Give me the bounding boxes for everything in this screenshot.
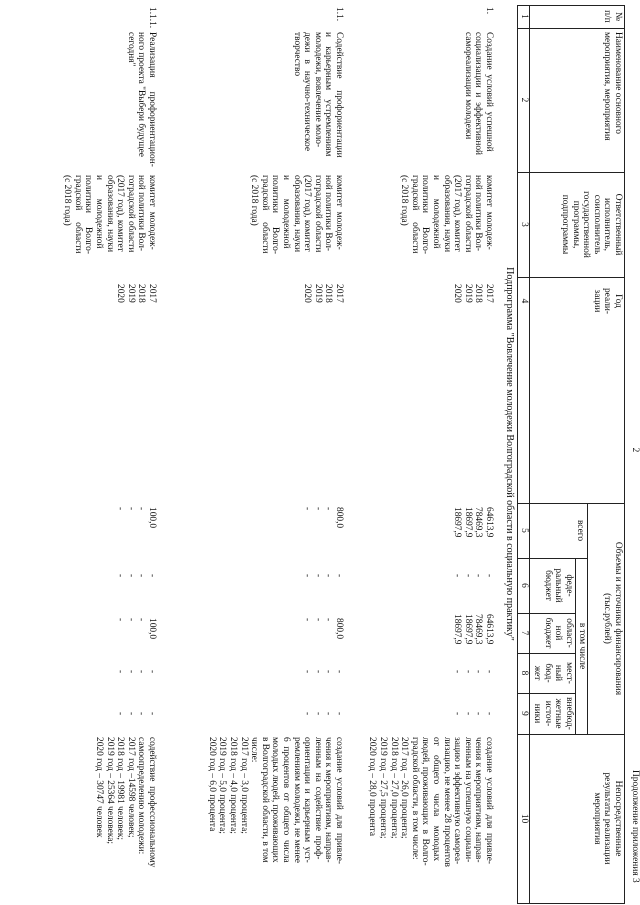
header-name: Наименование основного мероприятия, мероприятия xyxy=(602,32,623,141)
row-regional: 64613,9 78469,3 18697,9 18697,9 xyxy=(452,614,494,645)
row-local: - - - - xyxy=(115,670,157,674)
row-years: 2017 2018 2019 2020 xyxy=(115,284,157,303)
row-regional: 800,0 - - - xyxy=(302,618,344,640)
row-local: - - - - xyxy=(452,670,494,674)
row-years: 2017 2018 2019 2020 xyxy=(452,284,494,303)
row-extra: - - - - xyxy=(302,712,344,716)
row-regional: 100,0 - - - xyxy=(115,618,157,640)
row-num: 1.1.1. xyxy=(147,7,157,29)
col-number: 2 xyxy=(519,97,529,103)
table-top-border xyxy=(624,5,625,903)
header-result: Непосредственные результаты реализации мероприятия xyxy=(591,772,623,865)
header-bottom-border xyxy=(529,5,530,903)
subprogram-title: Подпрограмма "Вовлечение молодежи Волгоградской области в социальную практику" xyxy=(504,267,515,641)
row-federal: - - - - xyxy=(115,574,157,578)
header-finance: Объемы и источники финансирования (тыс.рублей) xyxy=(602,541,623,696)
row-result: создание условий для привле- чения к мероприятиям, направ- ленным на успешную социали- зацию и эффективную самореа- лизацию, не менее 28 процентов от общего числа молодых людей, проживающих в Волго- градской области, в том числе: 2017 год – 26,0 процента; 2018 год – 27,0 процента; 2019 год – 27,5 процента; 2020 год – 28,0 процента xyxy=(367,737,494,867)
row-federal: - - - - xyxy=(452,574,494,578)
header-local: мест- ный бюд- жет xyxy=(532,662,574,684)
row-total: 100,0 - - - xyxy=(115,507,157,529)
row-name: Создание условий успешной социализации и эффективной самореализации молодежи xyxy=(462,32,494,156)
col-number: 4 xyxy=(519,298,529,304)
row-responsible: комитет молодеж- ной политики Вол- гоградской области (2017 год), комитет образования, науки и молодежной политики Волго- градской области (с 2018 года) xyxy=(62,175,157,254)
row-extra: - - - - xyxy=(115,712,157,716)
header-federal: феде- ральный бюджет xyxy=(542,568,574,603)
header-regional: област- ной бюджет xyxy=(542,617,574,649)
header-year: Год реали- зации xyxy=(591,287,623,315)
finance-header-separator xyxy=(587,503,588,734)
header-total: всего xyxy=(575,519,585,542)
row-num: 1. xyxy=(484,7,494,15)
col-divider-1 xyxy=(517,28,625,29)
col-number: 7 xyxy=(519,630,529,636)
col-number: 6 xyxy=(519,583,529,588)
header-num: № п/п xyxy=(602,10,623,23)
row-years: 2017 2018 2019 2020 xyxy=(302,284,344,303)
row-total: 800,0 - - - xyxy=(302,507,344,529)
row-federal: - - - - xyxy=(302,574,344,578)
row-extra: - - - - xyxy=(452,712,494,716)
page-number: 2 xyxy=(630,447,640,453)
header-responsible: Ответственный исполнитель, соисполнитель государственной программы, подпрограммы xyxy=(560,191,623,258)
row-name: Содействие профориентации и карьерным устремлениям молодежи, вовлечение моло- дежи в научно-техническое творчество xyxy=(291,32,344,158)
row-result: содействие профессиональному самоопределению молодежи: 2017 год –14598 человек; 2018 год – 19981 человек; 2019 год – 25364 человека; 2020 год – 30747 человек xyxy=(94,737,157,868)
col-number: 3 xyxy=(519,222,529,227)
table-right-border xyxy=(517,903,625,904)
row-responsible: комитет молодеж- ной политики Вол- гоградской области (2017 год), комитет образования, науки и молодежной политики Волго- градской области (с 2018 года) xyxy=(249,175,344,254)
col-number: 1 xyxy=(519,14,529,19)
row-result: создание условий для привле- чения к мероприятиям, направ- ленным на содействие проф- ориентации и карьерным уст- ремлениям молодежи, не менее 6 процентов от общего числа молодых людей, проживающих в Волгоградской области, в том числе: 2017 год – 3,0 процента; 2018 год – 4,0 процента; 2019 год – 5,0 процента; 2020 год – 6,0 процента xyxy=(206,737,344,864)
row-name: Реализация профориентацион- ного проекта "Выбери будущее сегодня" xyxy=(125,32,157,167)
continuation-note: Продолжение приложения 3 xyxy=(630,770,640,883)
header-extra-budget: внебюд- жетные источ- ники xyxy=(532,697,574,730)
header-incl: в том числе xyxy=(577,622,587,670)
row-num: 1.1. xyxy=(334,7,344,22)
col-number: 9 xyxy=(519,711,529,716)
row-local: - - - - xyxy=(302,670,344,674)
col-number: 5 xyxy=(519,528,529,533)
row-total: 64613,9 78469,3 18697,9 18697,9 xyxy=(452,507,494,538)
row-responsible: комитет молодеж- ной политики Вол- гоградской области (2017 год), комитет образования, науки и молодежной политики Волго- градской области (с 2018 года) xyxy=(399,175,494,254)
col-number: 10 xyxy=(519,813,529,824)
col-number: 8 xyxy=(519,670,529,676)
